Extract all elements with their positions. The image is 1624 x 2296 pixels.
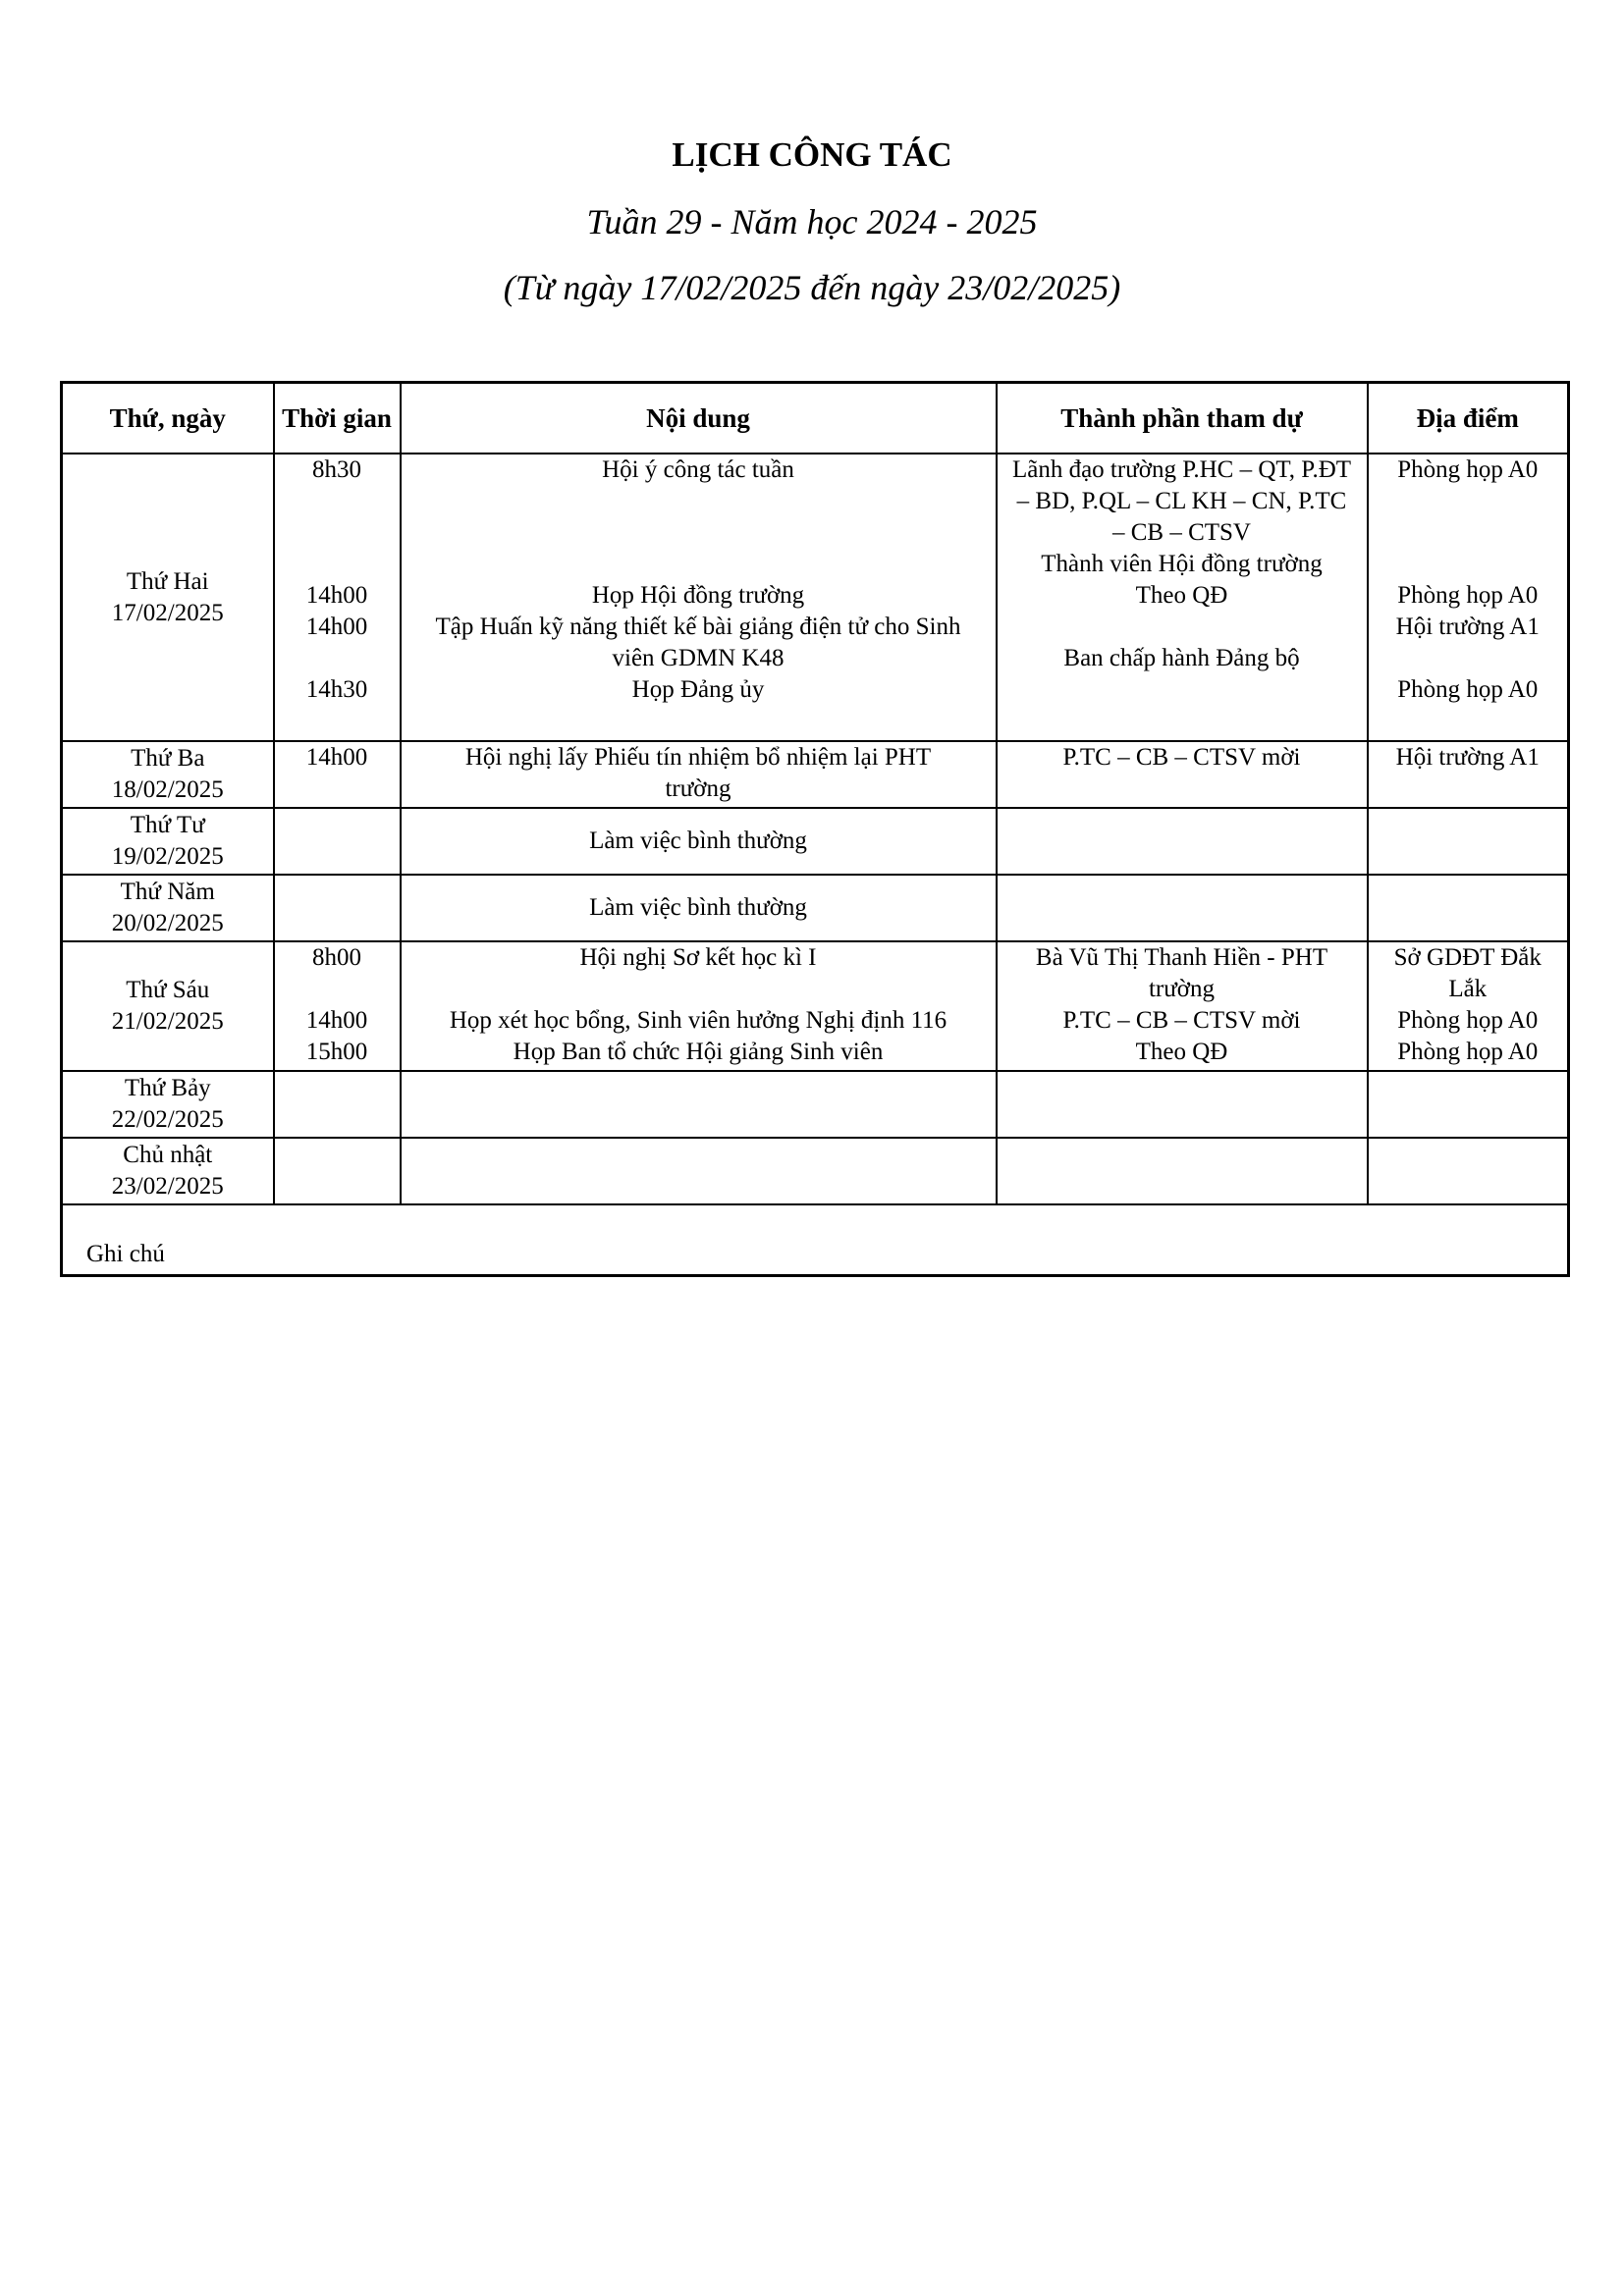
table-row [62, 454, 1569, 741]
col-header-attendees: Thành phần tham dự [997, 383, 1368, 454]
event-content: Họp Ban tổ chức Hội giảng Sinh viên [513, 1039, 884, 1065]
location-cell [1368, 454, 1569, 741]
event-location: Phòng họp A0 [1397, 456, 1539, 483]
attendees-cell [997, 1138, 1368, 1204]
attendees-cell [997, 454, 1368, 741]
table-row [62, 941, 1569, 1071]
event-attendees: Thành viên Hội đồng trường [1041, 551, 1323, 577]
day-cell [62, 454, 274, 741]
event-time: 14h00 [305, 1007, 368, 1034]
event-attendees: Bà Vũ Thị Thanh Hiền - PHT trường [1035, 944, 1328, 1002]
time-cell [274, 808, 401, 875]
time-cell [274, 741, 401, 808]
day-note: Làm việc bình thường [589, 894, 807, 921]
notes-cell [62, 1204, 1569, 1276]
notes-label: Ghi chú [86, 1241, 165, 1267]
event-location: Phòng họp A0 [1397, 676, 1539, 703]
day-name: Chủ nhật [123, 1142, 213, 1168]
location-cell [1368, 1071, 1569, 1138]
day-date: 19/02/2025 [111, 843, 224, 870]
time-cell [274, 1071, 401, 1138]
table-row [62, 1071, 1569, 1138]
content-cell [401, 741, 997, 808]
day-date: 22/02/2025 [111, 1106, 224, 1133]
attendees-cell [997, 875, 1368, 941]
day-date: 17/02/2025 [111, 599, 224, 626]
day-date: 18/02/2025 [111, 776, 224, 803]
content-cell [401, 941, 997, 1071]
content-cell [401, 454, 997, 741]
schedule-table [60, 381, 1570, 1277]
attendees-cell [997, 941, 1368, 1071]
col-header-location: Địa điểm [1368, 383, 1569, 454]
event-attendees: Theo QĐ [1135, 1039, 1228, 1065]
day-cell [62, 741, 274, 808]
event-location: Phòng họp A0 [1397, 1007, 1539, 1034]
day-cell [62, 1071, 274, 1138]
event-content: Họp Hội đồng trường [591, 582, 805, 609]
event-content: Họp xét học bổng, Sinh viên hưởng Nghị định 116 [449, 1007, 947, 1034]
event-content: Họp Đảng ủy [631, 676, 765, 703]
location-cell [1368, 875, 1569, 941]
event-content: Hội ý công tác tuần [602, 456, 794, 483]
day-date: 20/02/2025 [111, 910, 224, 936]
col-header-time: Thời gian [274, 383, 401, 454]
location-cell [1368, 808, 1569, 875]
event-content: Hội nghị lấy Phiếu tín nhiệm bổ nhiệm lại PHT trường [464, 744, 932, 802]
day-date: 21/02/2025 [111, 1008, 224, 1035]
day-cell [62, 1138, 274, 1204]
event-time: 14h00 [305, 582, 368, 609]
event-time: 14h00 [305, 744, 368, 771]
event-content: Tập Huấn kỹ năng thiết kế bài giảng điện tử cho Sinh viên GDMN K48 [435, 614, 961, 671]
table-row [62, 875, 1569, 941]
event-attendees: Theo QĐ [1135, 582, 1228, 609]
event-location: Phòng họp A0 [1397, 582, 1539, 609]
week-subtitle: Tuần 29 - Năm học 2024 - 2025 [586, 202, 1038, 241]
time-cell [274, 875, 401, 941]
day-cell [62, 808, 274, 875]
page-title: LỊCH CÔNG TÁC [672, 135, 952, 174]
content-cell [401, 1138, 997, 1204]
event-location: Phòng họp A0 [1397, 1039, 1539, 1065]
day-name: Thứ Sáu [126, 977, 210, 1003]
time-cell [274, 454, 401, 741]
event-attendees: Ban chấp hành Đảng bộ [1063, 645, 1300, 671]
table-row [62, 741, 1569, 808]
attendees-cell [997, 1071, 1368, 1138]
col-header-day: Thứ, ngày [62, 383, 274, 454]
content-cell [401, 1071, 997, 1138]
day-name: Thứ Hai [126, 567, 209, 595]
day-name: Thứ Tư [130, 812, 205, 838]
day-name: Thứ Bảy [124, 1075, 211, 1101]
attendees-cell [997, 808, 1368, 875]
event-time: 8h30 [312, 456, 361, 483]
time-cell [274, 941, 401, 1071]
col-header-content: Nội dung [401, 383, 997, 454]
location-cell [1368, 741, 1569, 808]
table-row [62, 1138, 1569, 1204]
event-attendees: P.TC – CB – CTSV mời [1062, 744, 1301, 771]
header-row [62, 383, 1569, 454]
event-location: Hội trường A1 [1395, 614, 1540, 640]
event-location: Hội trường A1 [1395, 744, 1540, 771]
content-cell [401, 808, 997, 875]
date-range: (Từ ngày 17/02/2025 đến ngày 23/02/2025) [503, 268, 1121, 307]
day-note: Làm việc bình thường [589, 828, 807, 854]
day-date: 23/02/2025 [111, 1173, 224, 1200]
attendees-cell [997, 741, 1368, 808]
notes-row [62, 1204, 1569, 1276]
event-location: Sở GDĐT Đắk Lắk [1393, 944, 1542, 1002]
day-cell [62, 875, 274, 941]
day-name: Thứ Ba [131, 745, 205, 772]
event-time: 14h00 [305, 614, 368, 640]
event-time: 15h00 [305, 1039, 368, 1065]
event-attendees: P.TC – CB – CTSV mời [1062, 1007, 1301, 1034]
content-cell [401, 875, 997, 941]
time-cell [274, 1138, 401, 1204]
event-time: 8h00 [312, 944, 361, 971]
table-row [62, 808, 1569, 875]
day-cell [62, 941, 274, 1071]
event-time: 14h30 [305, 676, 368, 703]
location-cell [1368, 941, 1569, 1071]
event-attendees: Lãnh đạo trường P.HC – QT, P.ĐT – BD, P.QL – CL KH – CN, P.TC – CB – CTSV [1011, 456, 1352, 546]
day-name: Thứ Năm [120, 879, 215, 905]
location-cell [1368, 1138, 1569, 1204]
event-content: Hội nghị Sơ kết học kì I [579, 944, 817, 971]
